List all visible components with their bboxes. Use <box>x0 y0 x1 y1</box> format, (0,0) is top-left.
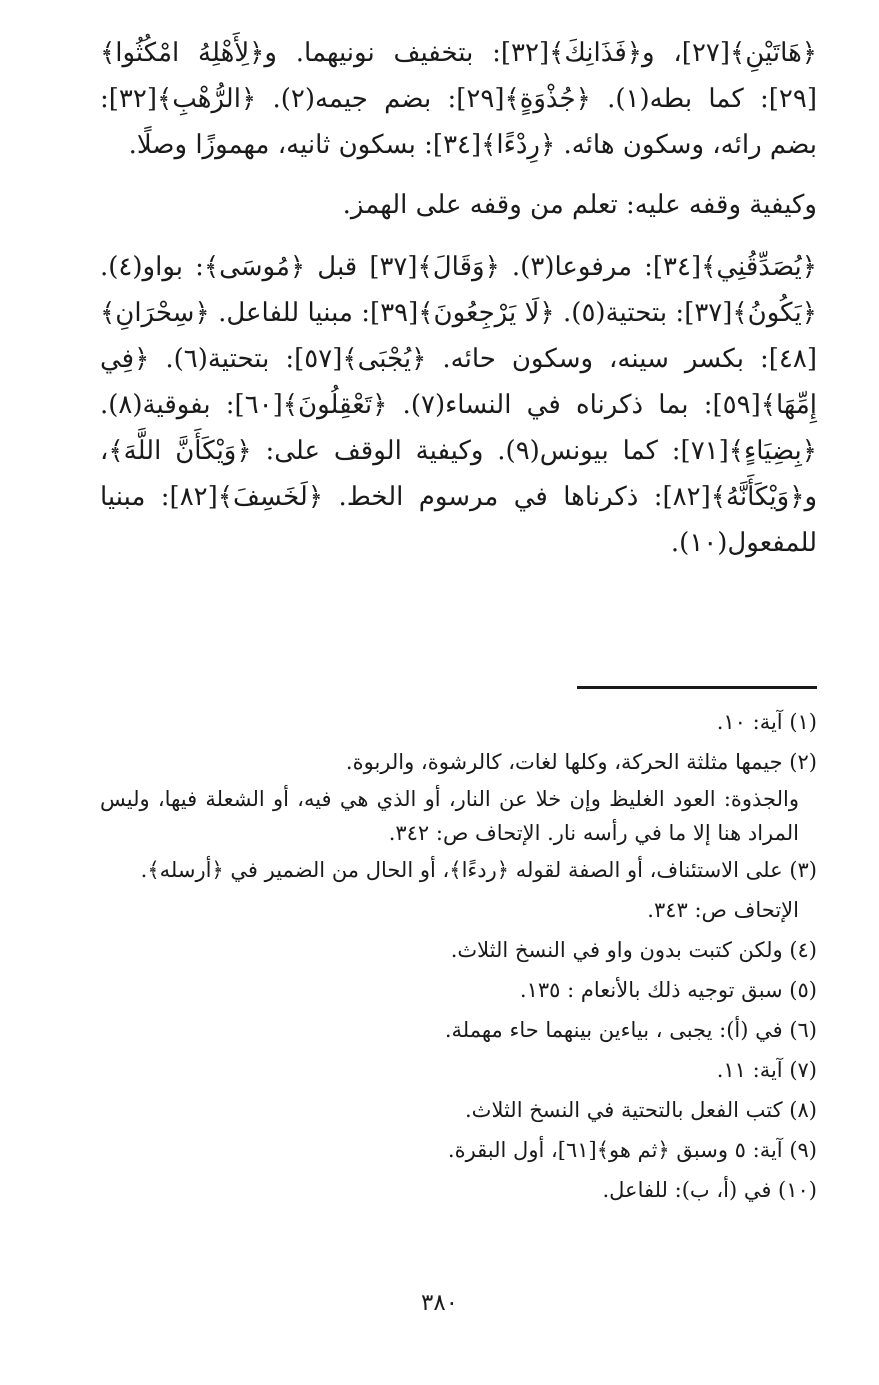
footnote-2-continuation: والجذوة: العود الغليظ وإن خلا عن النار، أو الذي هي فيه، أو الشعلة فيها، وليس المراد هنا إلا ما في رأسه نار. الإتحاف ص: ٣٤٢. <box>100 787 799 845</box>
footnote-5: (٥) سبق توجيه ذلك بالأنعام : ١٣٥. <box>519 978 817 1002</box>
footnote-7: (٧) آية: ١١. <box>716 1058 817 1082</box>
page-number: ٣٨٠ <box>420 1290 459 1316</box>
footnote-4: (٤) ولكن كتبت بدون واو في النسخ الثلاث. <box>450 938 817 962</box>
main-text <box>100 30 817 566</box>
paragraph-1: ﴿هَاتَيْنِ﴾[٢٧]، و﴿فَذَانِكَ﴾[٣٢]: بتخفيف نونيهما. و﴿لِأَهْلِهُ امْكُثُوا﴾[٢٩]: كما بطه(١). ﴿جُذْوَةٍ﴾[٢٩]: بضم جيمه(٢). ﴿الرُّهْبِ﴾[٣٢]: بضم رائه، وسكون هائه. ﴿رِدْءًا﴾[٣٤]: بسكون ثانيه، مهموزًا وصلًا. <box>100 38 818 160</box>
paragraph-3: ﴿يُصَدِّقُنِي﴾[٣٤]: مرفوعا(٣). ﴿وَقَالَ﴾[٣٧] قبل ﴿مُوسَى﴾: بواو(٤). ﴿يَكُونُ﴾[٣٧]: بتحتية(٥). ﴿لَا يَرْجِعُونَ﴾[٣٩]: مبنيا للفاعل. ﴿سِحْرَانِ﴾[٤٨]: بكسر سينه، وسكون حائه. ﴿يُجْبَى﴾[٥٧]: بتحتية(٦). ﴿فِي إِمِّهَا﴾[٥٩]: بما ذكرناه في النساء(٧). ﴿تَعْقِلُونَ﴾[٦٠]: بفوقية(٨). ﴿بِضِيَاءٍ﴾[٧١]: كما بيونس(٩). وكيفية الوقف على: ﴿وَيْكَأَنَّ اللَّهَ﴾، و﴿وَيْكَأَنَّهُ﴾[٨٢]: ذكرناها في مرسوم الخط. ﴿لَخَسِفَ﴾[٨٢]: مبنيا للمفعول(١٠). <box>100 252 818 558</box>
footnote-3: (٣) على الاستئناف، أو الصفة لقوله ﴿ردءًا﴾، أو الحال من الضمير في ﴿أرسله﴾. <box>140 858 817 882</box>
footnote-6: (٦) في (أ): يجبى ، بياءين بينهما حاء مهملة. <box>444 1018 817 1042</box>
footnotes <box>100 702 817 1210</box>
footnote-separator <box>577 686 817 689</box>
footnote-2: (٢) جيمها مثلثة الحركة، وكلها لغات، كالرشوة، والربوة. <box>345 750 817 774</box>
paragraph-2: وكيفية وقفه عليه: تعلم من وقفه على الهمز. <box>342 190 817 220</box>
footnote-1: (١) آية: ١٠. <box>716 710 817 734</box>
footnote-3-continuation: الإتحاف ص: ٣٤٣. <box>647 898 799 922</box>
footnote-10: (١٠) في (أ، ب): للفاعل. <box>602 1178 817 1202</box>
footnote-8: (٨) كتب الفعل بالتحتية في النسخ الثلاث. <box>465 1098 817 1122</box>
footnote-9: (٩) آية: ٥ وسبق ﴿ثم هو﴾[٦١]، أول البقرة. <box>447 1138 817 1162</box>
